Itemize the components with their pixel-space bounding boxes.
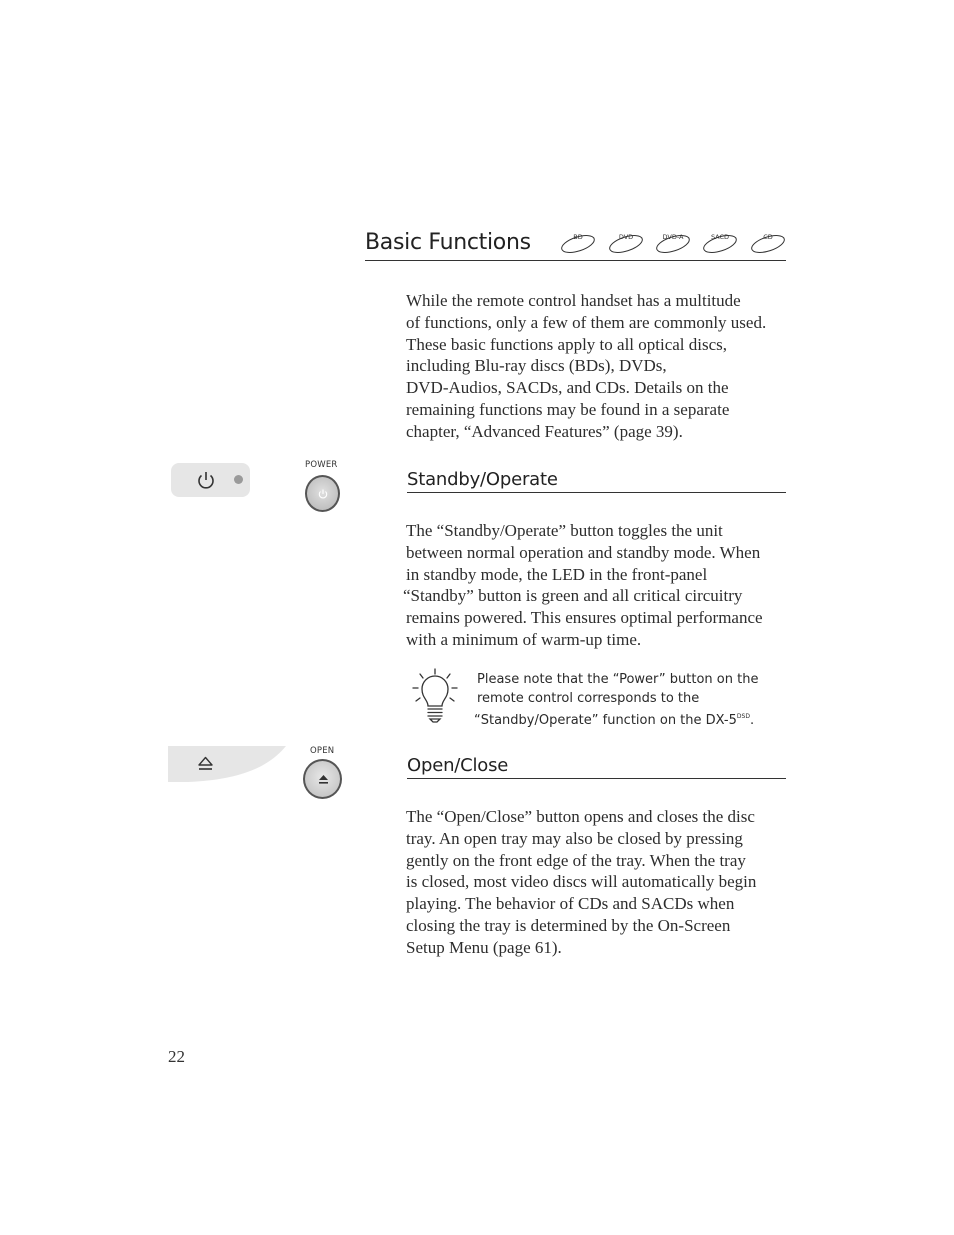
note-end: . [749,713,755,728]
header-rule [365,260,786,261]
disc-label: CD [763,233,773,241]
text-line: gently on the front edge of the tray. When the tray [406,850,746,870]
section-rule [407,492,786,493]
page-title: Basic Functions [365,230,531,255]
power-remote-label: POWER [305,460,338,470]
section-rule [407,778,786,779]
text-line: “Standby” button is green and all critical circuitry [403,586,743,606]
text-line: These basic functions apply to all optical discs, [406,334,728,354]
text-line: including Blu-ray discs (BDs), DVDs, [406,356,667,376]
text-line: remaining functions may be found in a separate [406,399,730,419]
standby-paragraph [403,520,763,651]
text-line: in standby mode, the LED in the front-panel [406,564,708,584]
open-remote-label: OPEN [310,746,335,756]
text-line: between normal operation and standby mode. When [406,542,761,562]
cd-disc-icon [750,232,786,254]
bd-disc-icon [560,232,596,254]
dvd-audio-disc-icon [655,232,691,254]
front-panel-power-button [171,463,250,497]
text-line: The “Open/Close” button opens and closes the disc [406,807,755,826]
disc-label: SACD [710,233,730,241]
sacd-disc-icon [702,232,738,254]
text-line: of functions, only a few of them are commonly used. [406,312,767,332]
disc-label: BD [573,233,583,241]
dvd-disc-icon [608,232,644,254]
note-line: Please note that the “Power” button on the [477,672,759,687]
text-line: Setup Menu (page 61). [406,937,562,957]
text-line: playing. The behavior of CDs and SACDs when [406,894,735,914]
standby-section-title: Standby/Operate [407,469,558,490]
eject-icon [318,774,329,785]
note-text: “Standby/Operate” function on the DX-5 [474,713,737,728]
lightbulb-icon [410,668,460,726]
disc-label: DVD [618,233,634,241]
text-line: closing the tray is determined by the On-Screen [406,915,731,935]
text-line: remains powered. This ensures optimal performance [406,608,763,628]
disc-label: DVD-A [662,233,684,241]
open-close-paragraph [406,806,756,959]
text-line: with a minimum of warm-up time. [406,629,642,649]
page-number: 22 [168,1047,185,1066]
open-remote-button [303,759,342,799]
standby-note [474,671,759,731]
note-line: remote control corresponds to the [477,690,700,706]
intro-paragraph [406,290,766,443]
text-line: is closed, most video discs will automatically begin [406,872,757,892]
text-line: chapter, “Advanced Features” (page 39). [406,421,683,441]
dsd-superscript: DSD [736,713,750,720]
eject-icon [197,756,214,772]
text-line: While the remote control handset has a multitude [406,291,741,310]
front-panel-open-button [168,746,288,783]
text-line: The “Standby/Operate” button toggles the unit [406,521,723,540]
open-close-section-title: Open/Close [407,755,509,776]
power-icon [317,488,329,500]
text-line: tray. An open tray may also be closed by pressing [406,828,743,848]
power-remote-button [305,475,340,512]
standby-led [234,475,243,484]
text-line: DVD-Audios, SACDs, and CDs. Details on the [406,378,729,398]
note-line [474,708,758,731]
power-icon [195,469,217,491]
